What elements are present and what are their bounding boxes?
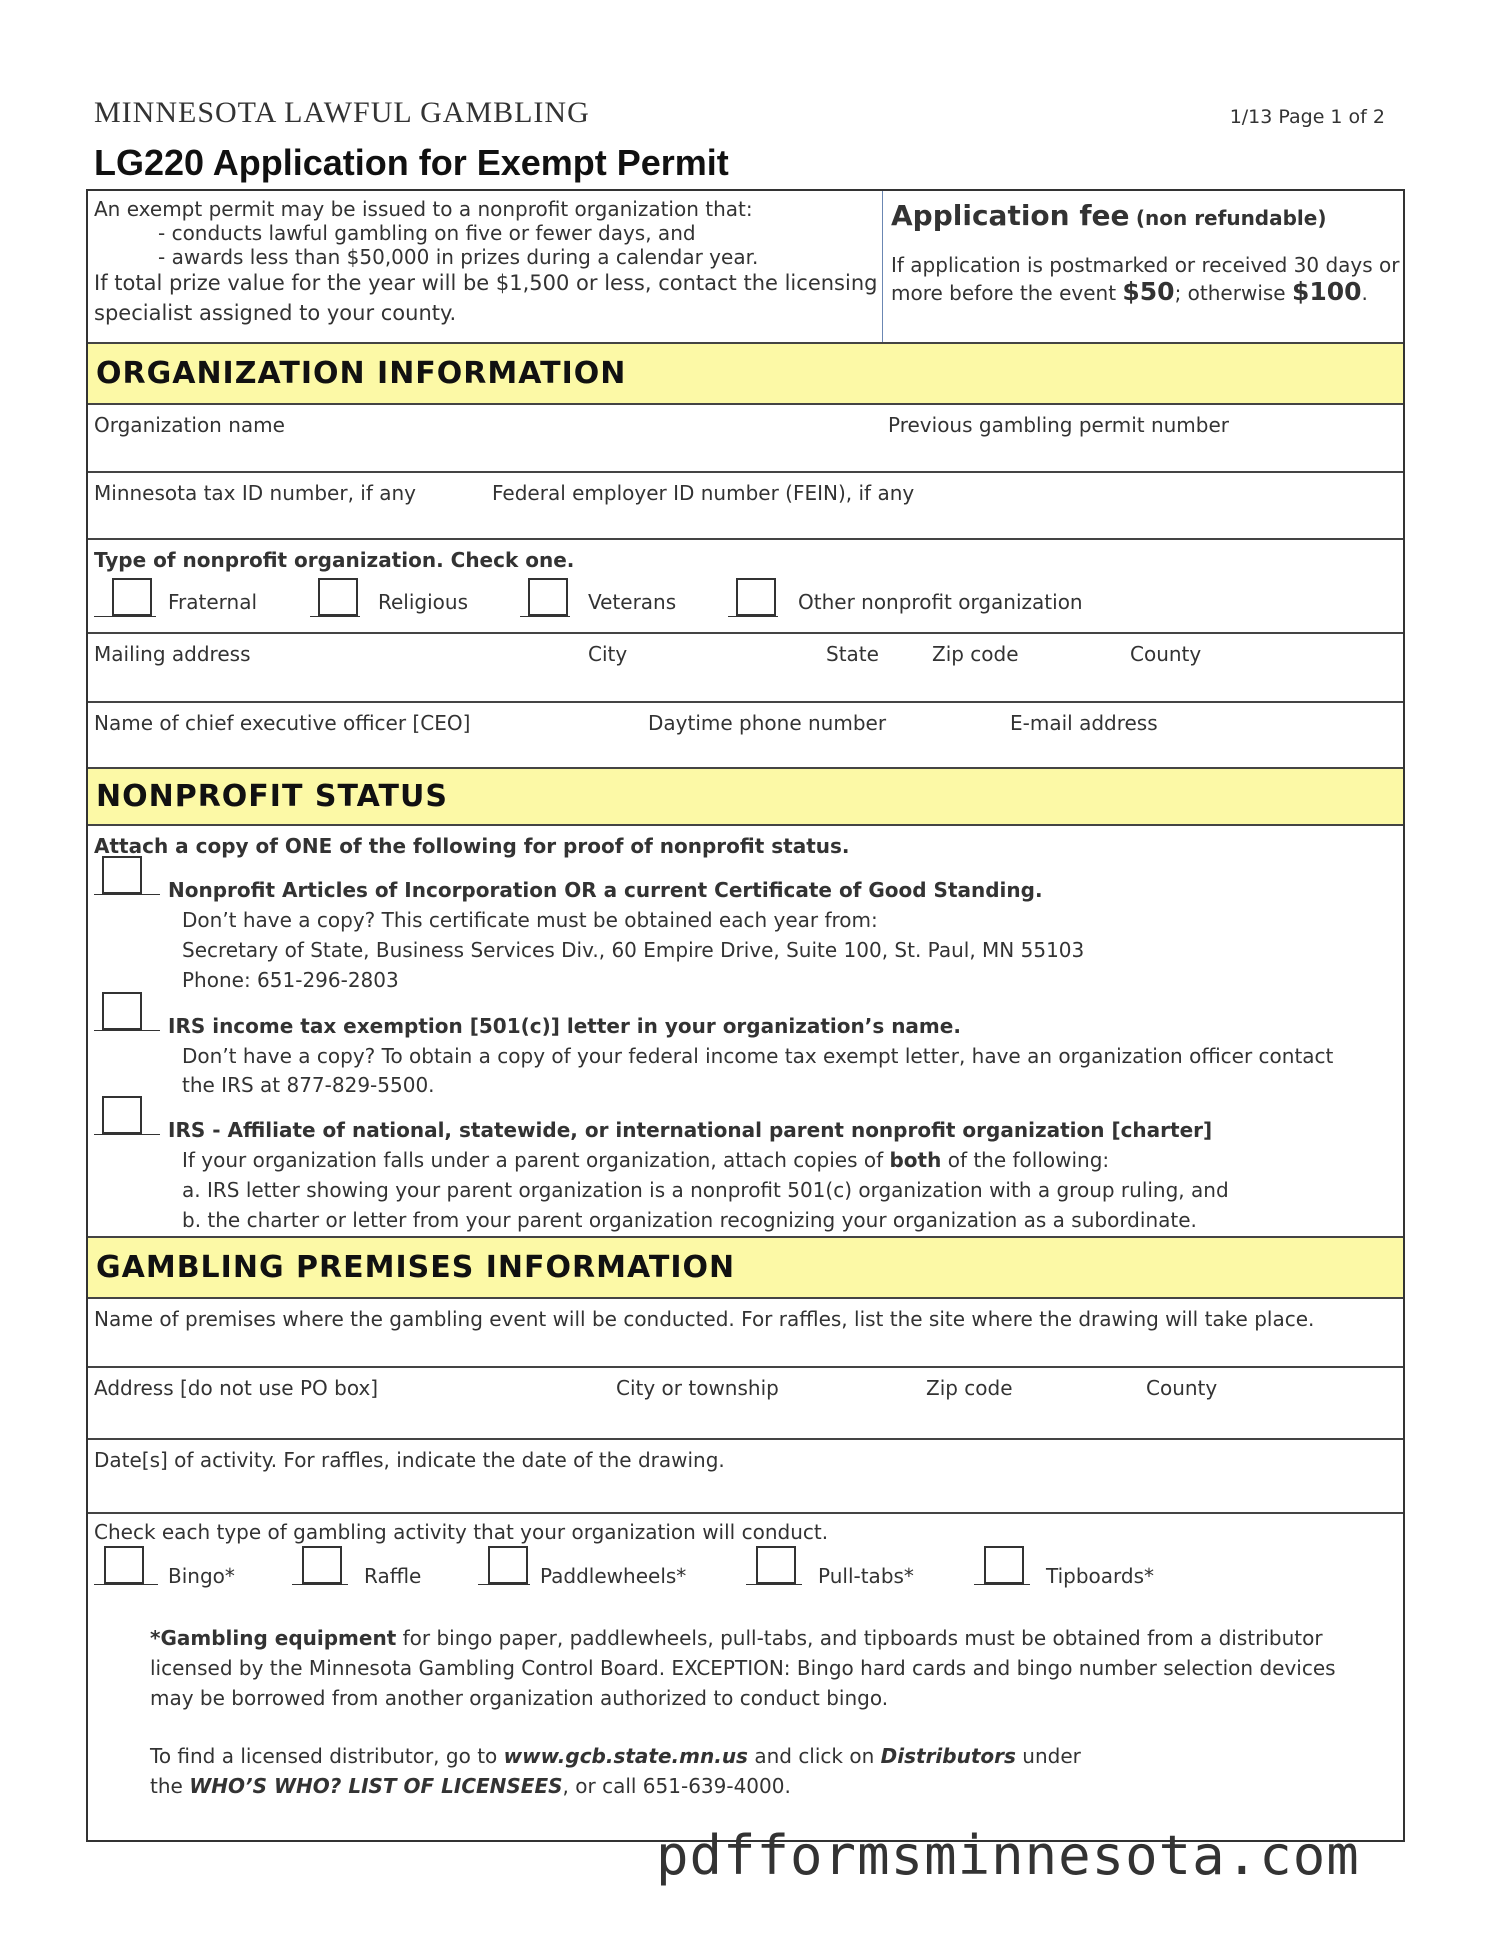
tipboards-label: Tipboards* (1046, 1564, 1155, 1588)
distributor-note (150, 1774, 791, 1798)
state-label: State (826, 642, 879, 666)
fee-note: (non refundable) (1135, 206, 1327, 230)
intro-line: If total prize value for the year will be $1,500 or less, contact the licensing (94, 271, 878, 295)
premises-section-header (88, 1236, 1403, 1299)
equipment-bold: *Gambling equipment (150, 1626, 397, 1650)
tipboards-checkbox[interactable] (984, 1546, 1024, 1584)
text-segment: both (889, 1148, 942, 1172)
premises-county-label: County (1146, 1376, 1218, 1400)
mn-tax-id-label: Minnesota tax ID number, if any (94, 481, 417, 505)
dates-row (88, 1438, 1403, 1514)
religious-label: Religious (378, 590, 468, 614)
text-segment: the (150, 1774, 183, 1798)
activities-row (88, 1512, 1403, 1844)
email-label: E-mail address (1010, 711, 1158, 735)
checkbox-underline (478, 1584, 530, 1585)
intro-bullet: - conducts lawful gambling on five or fewer days, and (158, 221, 696, 245)
zip-label: Zip code (932, 642, 1019, 666)
nonprofit-heading: Attach a copy of ONE of the following for proof of nonprofit status. (94, 834, 850, 858)
premises-address-label: Address [do not use PO box] (94, 1376, 379, 1400)
org-type-heading: Type of nonprofit organization. Check one. (94, 548, 575, 572)
watermark: pdfformsminnesota.com (656, 1824, 1360, 1887)
pull-tabs-checkbox[interactable] (756, 1546, 796, 1584)
equipment-text: may be borrowed from another organization authorized to conduct bingo. (150, 1686, 889, 1710)
checkbox-underline (520, 616, 570, 617)
irs-affiliate-title: IRS - Affiliate of national, statewide, or international parent nonprofit organization [charter] (168, 1118, 1213, 1142)
text-segment: , or call 651-639-4000. (562, 1774, 791, 1798)
gcb-website-link[interactable]: www.gcb.state.mn.us (503, 1744, 748, 1768)
raffle-label: Raffle (364, 1564, 422, 1588)
premises-city-label: City or township (616, 1376, 779, 1400)
org-type-row (88, 538, 1403, 634)
articles-text: Phone: 651-296-2803 (182, 968, 399, 992)
irs-letter-checkbox[interactable] (102, 992, 142, 1030)
dates-label: Date[s] of activity. For raffles, indicate the date of the drawing. (94, 1448, 725, 1472)
paddlewheels-checkbox[interactable] (488, 1546, 528, 1584)
irs-letter-text: Don’t have a copy? To obtain a copy of your federal income tax exempt letter, have an organization officer contact (182, 1044, 1334, 1068)
fee-text: more before the event (891, 281, 1117, 305)
pull-tabs-label: Pull-tabs* (818, 1564, 914, 1588)
city-label: City (588, 642, 628, 666)
equipment-text: licensed by the Minnesota Gambling Control Board. EXCEPTION: Bingo hard cards and bingo number selection devices (150, 1656, 1336, 1680)
licensees-list-link[interactable]: WHO’S WHO? LIST OF LICENSEES (189, 1774, 563, 1798)
fraternal-checkbox[interactable] (112, 578, 152, 616)
org-name-label: Organization name (94, 413, 285, 437)
ceo-label: Name of chief executive officer [CEO] (94, 711, 471, 735)
text-segment: If your organization falls under a parent organization, attach copies of (182, 1148, 884, 1172)
paddlewheels-label: Paddlewheels* (540, 1564, 687, 1588)
address-row (88, 632, 1403, 703)
fraternal-label: Fraternal (168, 590, 258, 614)
checkbox-underline (94, 1030, 160, 1031)
ceo-row (88, 701, 1403, 769)
intro-line: An exempt permit may be issued to a nonprofit organization that: (94, 197, 753, 221)
agency-title: MINNESOTA LAWFUL GAMBLING (94, 96, 590, 129)
fee-amount: $50 (1122, 277, 1175, 306)
checkbox-underline (94, 894, 160, 895)
page-indicator: 1/13 Page 1 of 2 (1229, 106, 1385, 128)
checkbox-underline (746, 1584, 802, 1585)
fee-text: ; otherwise (1174, 281, 1286, 305)
intro-line: specialist assigned to your county. (94, 301, 457, 325)
activities-heading: Check each type of gambling activity that your organization will conduct. (94, 1520, 829, 1544)
distributor-note (150, 1744, 1081, 1768)
fee-line (891, 277, 1368, 306)
nonprofit-options (88, 824, 1403, 1238)
premises-name-row (88, 1297, 1403, 1368)
application-form (86, 189, 1405, 1842)
section-title: ORGANIZATION INFORMATION (96, 356, 627, 391)
distributors-link[interactable]: Distributors (880, 1744, 1016, 1768)
veterans-label: Veterans (588, 590, 677, 614)
irs-affiliate-checkbox[interactable] (102, 1096, 142, 1134)
mailing-address-label: Mailing address (94, 642, 251, 666)
irs-affiliate-text: b. the charter or letter from your parent organization recognizing your organization as a subordinate. (182, 1208, 1197, 1232)
prev-permit-label: Previous gambling permit number (888, 413, 1230, 437)
tax-id-row (88, 471, 1403, 540)
checkbox-underline (974, 1584, 1030, 1585)
intro-row (88, 191, 1403, 342)
checkbox-underline (728, 616, 778, 617)
form-title: LG220 Application for Exempt Permit (94, 142, 729, 183)
text-segment: To find a licensed distributor, go to (150, 1744, 498, 1768)
articles-text: Secretary of State, Business Services Div., 60 Empire Drive, Suite 100, St. Paul, MN 55103 (182, 938, 1085, 962)
other-nonprofit-checkbox[interactable] (736, 578, 776, 616)
county-label: County (1130, 642, 1202, 666)
org-name-row (88, 403, 1403, 473)
raffle-checkbox[interactable] (302, 1546, 342, 1584)
phone-label: Daytime phone number (648, 711, 887, 735)
articles-checkbox[interactable] (102, 856, 142, 894)
checkbox-underline (94, 1584, 158, 1585)
checkbox-underline (310, 616, 360, 617)
fein-label: Federal employer ID number (FEIN), if any (492, 481, 915, 505)
premises-name-label: Name of premises where the gambling event will be conducted. For raffles, list the site where the drawing will take place. (94, 1307, 1315, 1331)
fee-amount: $100 (1291, 277, 1362, 306)
section-title: NONPROFIT STATUS (96, 779, 448, 814)
equipment-text: for bingo paper, paddlewheels, pull-tabs, and tipboards must be obtained from a distributor (402, 1626, 1323, 1650)
fee-title: Application fee (891, 199, 1130, 232)
checkbox-underline (94, 1134, 160, 1135)
premises-zip-label: Zip code (926, 1376, 1013, 1400)
section-title: GAMBLING PREMISES INFORMATION (96, 1250, 736, 1285)
equipment-note (150, 1626, 1323, 1650)
nonprofit-section-header (88, 767, 1403, 826)
articles-text: Don’t have a copy? This certificate must be obtained each year from: (182, 908, 878, 932)
checkbox-underline (94, 616, 156, 617)
text-segment: of the following: (947, 1148, 1110, 1172)
bingo-label: Bingo* (168, 1564, 235, 1588)
irs-affiliate-text: a. IRS letter showing your parent organization is a nonprofit 501(c) organization with a group ruling, and (182, 1178, 1229, 1202)
fee-text: . (1361, 281, 1368, 305)
premises-address-row (88, 1366, 1403, 1440)
religious-checkbox[interactable] (318, 578, 358, 616)
irs-letter-title: IRS income tax exemption [501(c)] letter in your organization’s name. (168, 1014, 961, 1038)
text-segment: and click on (754, 1744, 875, 1768)
org-section-header (88, 342, 1403, 405)
articles-title: Nonprofit Articles of Incorporation OR a current Certificate of Good Standing. (168, 878, 1043, 902)
text-segment: under (1022, 1744, 1081, 1768)
checkbox-underline (292, 1584, 348, 1585)
fee-box (882, 191, 1403, 342)
intro-bullet: - awards less than $50,000 in prizes during a calendar year. (158, 245, 759, 269)
bingo-checkbox[interactable] (104, 1546, 144, 1584)
fee-line: If application is postmarked or received 30 days or (891, 253, 1400, 277)
irs-letter-text: the IRS at 877-829-5500. (182, 1073, 435, 1097)
other-nonprofit-label: Other nonprofit organization (798, 590, 1083, 614)
irs-affiliate-text (182, 1148, 1109, 1172)
veterans-checkbox[interactable] (528, 578, 568, 616)
